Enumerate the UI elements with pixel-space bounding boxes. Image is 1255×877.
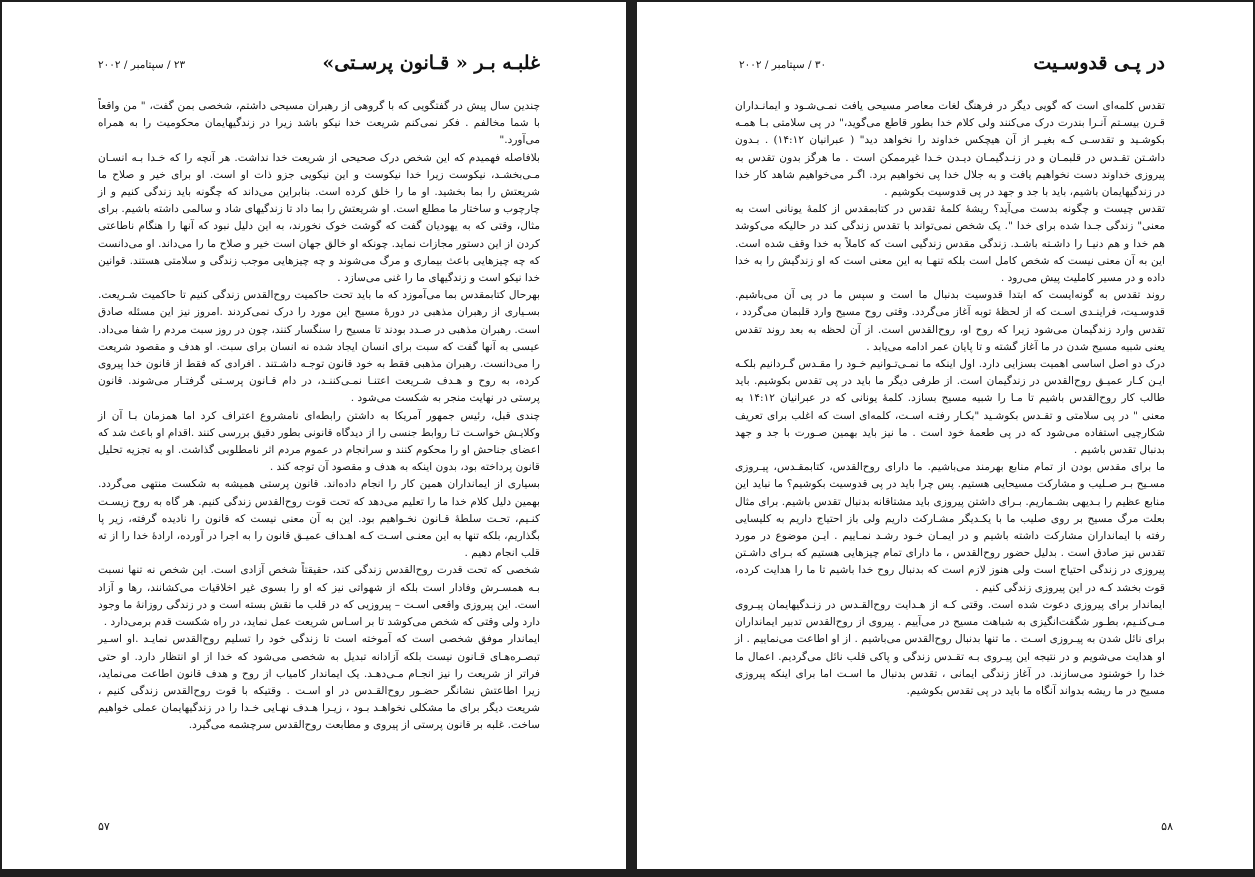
paragraph: بلافاصله فهمیدم که این شخص درک صحیحی از شریعت خدا نداشت. هر آنچه را که خـدا بـه انسـان مـی‌بخشـد، نیکوست زیرا خدا نیکوست و این نیکویی جزو ذات او است. او برای خیر و صلاح ما شریعتش را بما بخشید. او ما را خلق کرده است. بنابراین می‌داند که چگونه باید زندگی کنیم و از چارچوب و ساختار ما مطلع است. او شریعتش را بما داد تا زندگیهای شاد و سالمی داشته باشیم. برای مثال، وقتی که به یهودیان گفت که گوشت خوک نخورند، به این دلیل نبود که آنها را هنگام ناطاعتی کردن از این دستور مجازات نماید. چونکه او خالق جهان است خیر و صلاح ما را می‌داند. او می‌دانست که چه چیزهایی باعث بیماری و مرگ می‌شوند و چه چیزهایی موجب زندگی و سلامتی هستند. قوانین خدا نیکو است و زندگیهای ما را غنی می‌سازد . <box>98 151 540 285</box>
page-body <box>98 98 540 735</box>
left-page <box>2 2 626 869</box>
page-date: ۲۳ / سپتامبر / ۲۰۰۲ <box>98 59 186 71</box>
paragraph: تقدس چیست و چگونه بدست می‌آید؟ ریشۀ کلمۀ تقدس در کتابمقدس از کلمۀ یونانی است به معنی" زندگی جـدا شده برای خدا ". یک شخص نمی‌تواند با تقدس زندگی کند در حالیکه می‌کوشد هم خدا و هم دنیـا را داشـته باشـد. زندگی مقدس زندگیی است که کاملاً به خدا وقف شده است. این به آن معنی نیست که شخص کامل است بلکه تنهـا به این معنی است که او زندگیش را به خدا داده و در مسیر کاملیت پیش می‌رود . <box>735 203 1165 285</box>
page-title: غلبـه بـر « قـانون پرسـتی» <box>322 52 540 74</box>
page-header <box>98 52 540 82</box>
paragraph: تقدس کلمه‌ای است که گویی دیگر در فرهنگ لغات معاصر مسیحی یافت نمـی‌شـود و ایمانـداران قـرن بیسـتم آنـرا بندرت درک می‌کنند ولی کلام خدا بطور قاطع می‌گوید،" در پی سلامتی بـا همـه بکوشـید و تقدسـی کـه بغیـر از آن هیچکس خداوند را نخواهد دید" ( عبرانیان ۱۴:۱۲) . بـدون داشـتن تقـدس در قلبمـان و در زنـدگیمـان دیـدن خـدا غیرممکن است . ما هرگز بدون تقدس به پیروزی خداوند دست نخواهیم یافت و به جلال خدا پی نخواهیم برد. اگـر می‌خواهیم شاهد کار خدا در زندگیهایمان باشیم، باید با جد و جهد در پی قدوسیت بکوشیم . <box>735 100 1165 199</box>
paragraph: چندین سال پیش در گفتگویی که با گروهی از رهبران مسیحی داشتم، شخصی بمن گفت، " من واقعاً با شما مخالفم . فکر نمی‌کنم شریعت خدا نیکو باشد زیرا در زندگیهایمان محکومیت را به همراه می‌آورد." <box>98 100 540 147</box>
page-header <box>739 52 1165 82</box>
right-page <box>637 2 1253 869</box>
paragraph: بهرحال کتابمقدس بما می‌آموزد که ما باید تحت حاکمیت روح‌القدس زندگی کنیم تا حاکمیت شـریعت. بسـیاری از رهبران مذهبی در دورۀ مسیح این مورد را درک نمی‌کردند .امروز نیز این مسئله صادق است. رهبران مذهبی در صـدد بودند تا مسیح را سنگسار کنند، چون در روز سبت مردم را شفا می‌داد. عیسی به آنها گفت که سبت برای انسان ایجاد شده نه انسان برای سبت. او هدف و مقصود شریعت را می‌دانست. رهبران مذهبی فقط به خود قانون توجـه داشـتند . افرادی که فقط از قانون خدا پیروی کرده، به روح و هـدف شـریعت اعتنـا نمـی‌کننـد، در دام قـانون پرسـتی گرفتـار می‌شوند. قانون پرستی در نهایت منجر به شکست می‌شود . <box>98 289 540 405</box>
page-number: ۵۸ <box>1161 820 1173 833</box>
paragraph: درک دو اصل اساسی اهمیت بسزایی دارد. اول اینکه ما نمـی‌تـوانیم خـود را مقـدس گـردانیم بلکـه ایـن کـار عمیـق روح‌القدس در زندگیمان است. از طرفی دیگر ما باید در پی تقدس بکوشیم. باید طالب کار روح‌القدس باشیم تا مـا را شبیه مسیح بسازد. کلمۀ یونانی که در عبرانیان ۱۴:۱۲ به معنی " در پی سلامتی و تقـدس بکوشـید "بکـار رفتـه اسـت، کلمه‌ای است که اغلب برای تعریف شکارچیی استفاده می‌شود که در پی طعمۀ خود است . ما نیز باید بهمین صـورت با جد و جهد بدنبال تقدس باشیم . <box>735 358 1165 457</box>
page-body <box>735 98 1165 700</box>
page-title: در پـی قدوسـیت <box>1033 52 1165 74</box>
page-date: ۳۰ / سپتامبر / ۲۰۰۲ <box>739 59 827 71</box>
page-number: ۵۷ <box>98 820 110 833</box>
paragraph: ایماندار موفق شخصی است که آموخته است تا زندگی خود را تسلیم روح‌القدس نمایـد .او اسـیر تبصـره‌هـای قـانون نیست بلکه آزادانه تبدیل به شخصی می‌شود که خدا از او انتظار دارد. او حتی فراتر از شریعت را نیز انجـام مـی‌دهـد. یک ایماندار کامیاب از روح و هدف قانون اطاعت می‌نماید، زیرا اطاعتش نشانگر حضـور روح‌القـدس در او اسـت . وقتیکه با قوت روح‌القدس زندگی کنیم ، شریعت دیگر برای ما مشکلی نخواهـد بـود ، زیـرا هـدف نهـایی خـدا را در زندگیهایمان عملی خواهیم ساخت. غلبه بر قانون پرستی از پیروی و مطابعت روح‌القدس سرچشمه می‌گیرد. <box>98 633 540 732</box>
paragraph: ایماندار برای پیروزی دعوت شده است. وقتی کـه از هـدایت روح‌القـدس در زنـدگیهایمان پیـروی مـی‌کنـیم، بطـور شگفت‌انگیزی به شباهت مسیح در می‌آییم . پیروی از روح‌القدس تدبیر ایمانداران برای نائل شدن به پیـروزی اسـت . ما تنها بدنبال روح‌القدس می‌باشیم . از او اطاعت می‌نماییم . از او هدایت می‌شویم و در نتیجه این پیـروی بـه تقـدس زندگی و پاکی قلب نائل می‌گردیم. اعمال ما خدا را خوشنود می‌سازند. در آغاز زندگی ایمانی ، تقدس بدنبال ما اسـت اما برای اینکه پیروزی مسیح در ما ریشه بدواند آنگاه ما باید در پی تقدس بکوشیم. <box>735 598 1165 697</box>
paragraph: بسیاری از ایمانداران همین کار را انجام داده‌اند. قانون پرستی همیشه به شکست منتهی می‌گردد. بهمین دلیل کلام خدا ما را تعلیم می‌دهد که تحت قوت روح‌القدس زندگی کنیم. هر گاه به روح زیسـت کنـیم، تحـت سلطۀ قـانون نخـواهیم بود. این به آن معنی نیست که قانون را نادیده گرفته، زیر پا بگذاریم، بلکه تنها به این معنـی اسـت کـه اهـداف عمیـق قانون را به اجرا در آورده، ارادۀ خدا را از ته قلب انجام دهیم . <box>98 478 540 560</box>
paragraph: روند تقدس به گونه‌ایست که ابتدا قدوسیت بدنبال ما است و سپس ما در پی آن می‌باشیم. قدوسـیت، فراینـدی اسـت که از لحظۀ توبه آغاز می‌گردد. وقتی روح مسیح وارد قلبمان می‌گردد ، تقدس وارد زندگیمان می‌شود زیرا که روح او، روح‌القدس است. از آن لحظه به بعد روند تقدس یعنی شبیه مسیح شدن در ما آغاز گشته و تا پایان عمر ادامه می‌یابد . <box>735 289 1165 353</box>
paragraph: چندی قبل، رئیس جمهور آمریکا به داشتن رابطه‌ای نامشروع اعتراف کرد اما همزمان بـا آن از وکلایـش خواسـت تـا روابط جنسی را از دیدگاه قانونی بطور دقیق بررسی کنند .اقدام او باعث شد که اعضای جناحش او را محکوم کنند و سرانجام در عموم مردم اثر نامطلوبی گذاشت. او به تجزیه تحلیل قانون پرداخته بود، بدون اینکه به هدف و مقصود آن توجه کند . <box>98 409 540 474</box>
paragraph: ما برای مقدس بودن از تمام منابع بهرمند می‌باشیم. ما دارای روح‌القدس، کتابمقـدس، پیـروزی مسـیح بـر صـلیب و مشارکت مسیحایی هستیم. پس چرا باید در پی قدوسیت بکوشیم؟ ما نباید این منابع عظیم را بـدیهی بشـماریم. بـرای داشتن پیروزی باید مشتاقانه بدنبال تقدس باشیم. برای مثال بعلت مرگ مسیح بر روی صلیب ما با یکـدیگر مشـارکت داریم ولی باز احتیاج داریم به کلیسایی رفته با ایمانداران مشارکت داشته باشیم و در ایمـان خـود رشـد نمـاییم . ایـن موضوع در مورد تقدس نیز صادق است . بدلیل حضور روح‌القدس ، ما دارای تمام چیزهایی هستیم که بـرای داشـتن پیروزی در زندگی احتیاج است ولی هنوز لازم است که بدنبال روح خدا باشیم تا ما را هدایت کرده، قوت بخشد کـه در این پیروزی زندگی کنیم . <box>735 461 1165 594</box>
paragraph: شخصی که تحت قدرت روح‌القدس زندگی کند، حقیقتاً شخص آزادی است. این شخص نه تنها نسبت بـه همسـرش وفادار است بلکه از شهواتی نیز که او را بسوی غیر اخلاقیات می‌کشانند، رها و آزاد است. این پیروزی واقعی اسـت – پیروزیی که در قلب ما نقش بسته است و در زندگی روزانۀ ما وجود دارد ولی وقتی که شخص می‌کوشد تا بر اسـاس شریعت عمل نماید، در راه شکست قدم برمی‌دارد . <box>98 564 540 629</box>
